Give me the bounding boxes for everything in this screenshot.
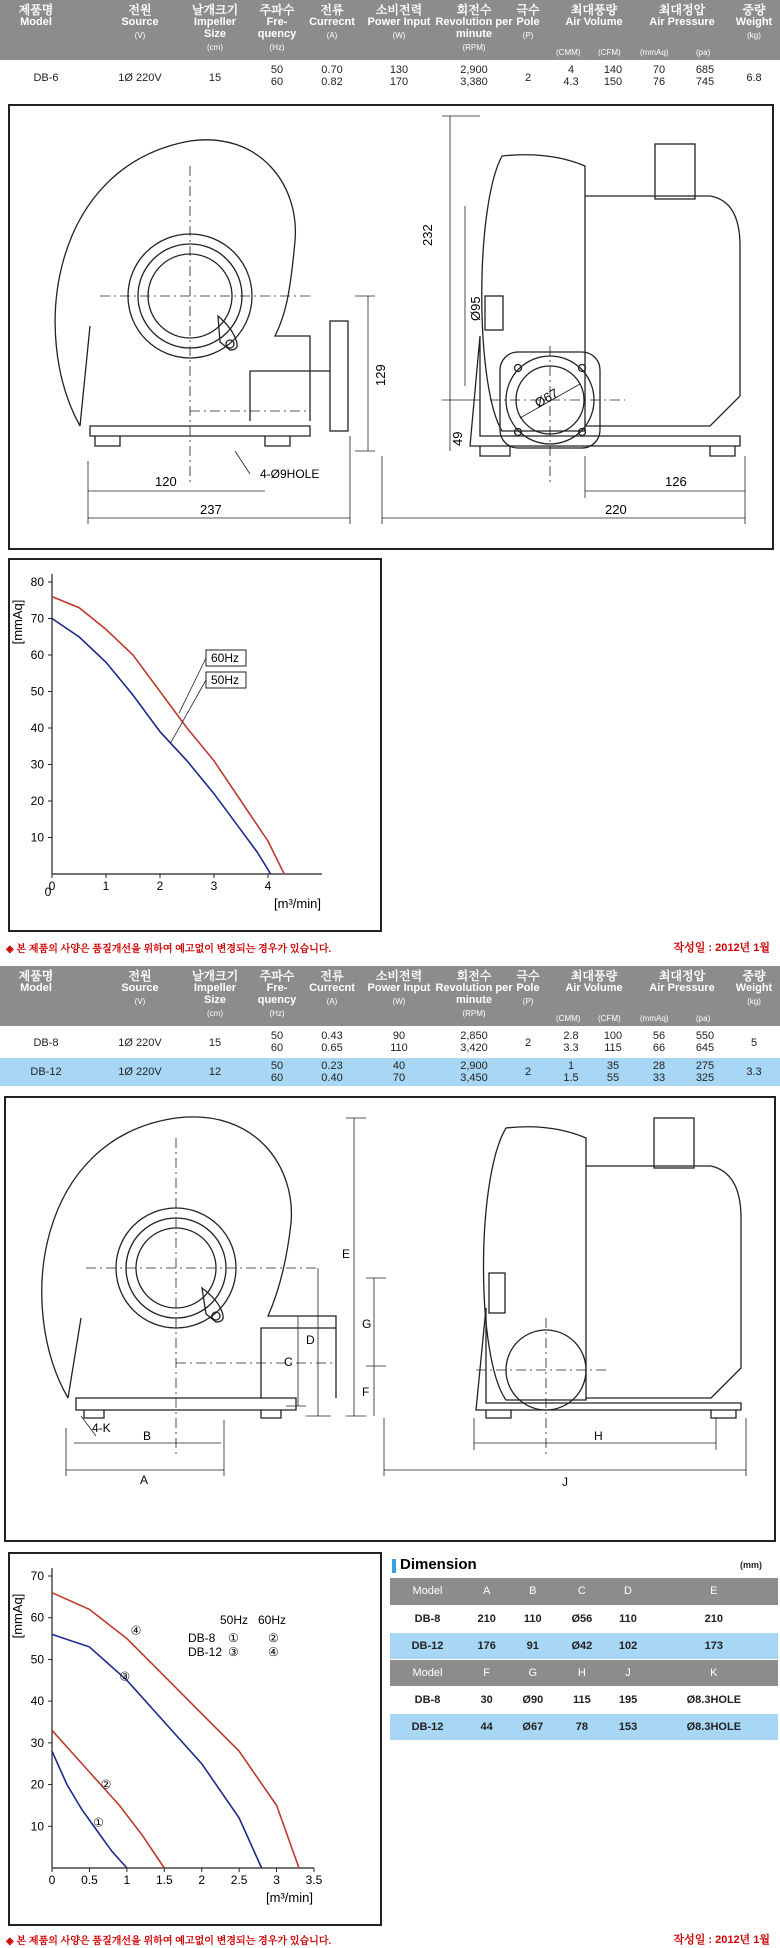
cell-freq: 50: [270, 1060, 284, 1072]
legend-leader: [179, 658, 206, 713]
cell-cfm: 35: [606, 1060, 620, 1072]
dim-header-row: [390, 1578, 778, 1605]
y-tick-label: 60: [30, 1610, 44, 1625]
x-tick-label: 1: [102, 879, 110, 893]
dim-cell: 210: [650, 1605, 778, 1632]
technical-drawing-2: [6, 1098, 774, 1540]
dim-cell: DB-8: [390, 1686, 465, 1713]
dim-220: 220: [605, 502, 627, 517]
cell-rpm: 2,850: [460, 1030, 488, 1042]
cell-rpm: 2,900: [460, 1060, 488, 1072]
series-marker-label: ①: [93, 1815, 104, 1830]
cell-cmm: 3.3: [563, 1042, 579, 1054]
cell-mmaq: 66: [652, 1042, 666, 1054]
col-rpm: 회전수 Revolution per minute (RPM): [435, 969, 513, 1018]
cell-pa: 685: [695, 64, 715, 76]
col-freq: 주파수 Fre- quency (Hz): [257, 3, 297, 52]
table-row: [0, 62, 780, 96]
cell-current: 0.70: [321, 64, 343, 76]
col-model: 제품명 Model: [18, 3, 54, 28]
cell-model: DB-8: [33, 1037, 59, 1049]
cell-freq: 50: [270, 1030, 284, 1042]
x-axis-label: [m³/min]: [274, 896, 321, 911]
unit-cmm: (CMM): [556, 48, 581, 57]
cell-rpm: 2,900: [460, 64, 488, 76]
y-tick-label: 30: [30, 757, 44, 772]
dim-cell: 44: [465, 1713, 508, 1740]
cell-current: 0.40: [321, 1072, 343, 1084]
cell-current: 0.43: [321, 1030, 343, 1042]
col-size: 날개크기 Impeller Size (cm): [191, 969, 239, 1018]
spec-table-header-1: [0, 0, 780, 60]
dim-cell: 176: [465, 1632, 508, 1659]
legend-label: 60Hz: [211, 651, 240, 665]
x-tick-label: 1: [123, 1873, 131, 1887]
date-text: 작성일 : 2012년 1월: [673, 1934, 770, 1946]
dim-cell: 30: [465, 1686, 508, 1713]
x-tick-label: 2: [198, 1873, 206, 1887]
cell-freq: 50: [270, 64, 284, 76]
y-axis-label: [mmAq]: [10, 599, 25, 645]
y-tick-label: 70: [30, 1569, 44, 1583]
cell-pa: 745: [695, 76, 715, 88]
dim-cell: Ø90: [508, 1686, 557, 1713]
performance-chart-2: [10, 1554, 380, 1924]
unit-mmaq: (mmAq): [640, 48, 669, 57]
cell-size: 15: [208, 72, 222, 84]
unit-mmaq: (mmAq): [640, 1014, 669, 1023]
y-tick-label: 80: [30, 575, 44, 589]
dim-label-k: 4-K: [92, 1421, 111, 1435]
dim-d67: Ø67: [532, 385, 561, 411]
cell-cfm: 55: [606, 1072, 620, 1084]
cell-power: 70: [392, 1072, 406, 1084]
col-weight: 중량 Weight (kg): [735, 3, 773, 40]
col-current: 전류 Currecnt (A): [309, 969, 355, 1006]
series-line-1: [52, 1751, 127, 1868]
col-air-pressure: 최대정압 Air Pressure: [649, 3, 715, 28]
dim-head-cell: C: [557, 1578, 606, 1605]
y-tick-label: 20: [30, 794, 44, 808]
cell-weight: 3.3: [746, 1066, 762, 1078]
dim-head-cell: Model: [390, 1578, 465, 1605]
dim-cell: 210: [465, 1605, 508, 1632]
dim-hole: 4-Ø9HOLE: [260, 467, 320, 481]
y-tick-label: 10: [30, 1819, 44, 1834]
chart-panel-1: [8, 558, 382, 932]
series-marker-label: ③: [119, 1669, 131, 1684]
col-power: 소비전력 Power Input (W): [367, 969, 431, 1006]
unit-pa: (pa): [696, 1014, 711, 1023]
cell-cfm: 100: [603, 1030, 623, 1042]
dim-129: 129: [373, 364, 388, 386]
dim-cell: 110: [606, 1605, 649, 1632]
date-text: 작성일 : 2012년 1월: [673, 942, 770, 954]
dim-49: 49: [450, 431, 465, 446]
dim-d95: Ø95: [468, 296, 483, 321]
legend-model: DB-8: [188, 1631, 216, 1645]
dim-cell: DB-12: [390, 1632, 465, 1659]
dim-head-cell: G: [508, 1659, 557, 1686]
dimension-title-bar: [392, 1559, 396, 1573]
dim-label-f: F: [362, 1385, 370, 1399]
cell-source: 1Ø 220V: [118, 1066, 162, 1078]
cell-cfm: 115: [604, 1042, 622, 1054]
unit-cmm: (CMM): [556, 1014, 581, 1023]
cell-pole: 2: [524, 1066, 532, 1078]
col-rpm: 회전수 Revolution per minute (RPM): [435, 3, 513, 52]
cell-power: 40: [392, 1060, 406, 1072]
table-row: [390, 1605, 778, 1632]
dim-cell: 173: [650, 1632, 778, 1659]
dim-head-cell: F: [465, 1659, 508, 1686]
cell-source: 1Ø 220V: [118, 1037, 162, 1049]
notice-text: ◈ 본 제품의 사양은 품질개선을 위하여 예고없이 변경되는 경우가 있습니다.: [6, 1936, 332, 1947]
y-axis-label: [mmAq]: [10, 1593, 25, 1639]
dim-head-cell: E: [650, 1578, 778, 1605]
dim-cell: 153: [606, 1713, 649, 1740]
cell-size: 15: [208, 1037, 222, 1049]
dim-cell: DB-8: [390, 1605, 465, 1632]
cell-rpm: 3,420: [460, 1042, 488, 1054]
cell-weight: 5: [750, 1037, 758, 1049]
col-pole: 극수 Pole (P): [516, 969, 540, 1006]
col-size: 날개크기 Impeller Size (cm): [191, 3, 239, 52]
cell-pole: 2: [524, 1037, 532, 1049]
dim-cell: 115: [557, 1686, 606, 1713]
cell-weight: 6.8: [746, 72, 762, 84]
dim-cell: 78: [557, 1713, 606, 1740]
cell-model: DB-6: [33, 72, 59, 84]
legend-header: 60Hz: [258, 1613, 287, 1627]
unit-cfm: (CFM): [598, 48, 621, 57]
cell-power: 90: [392, 1030, 406, 1042]
series-marker-label: ②: [100, 1777, 112, 1792]
dim-head-cell: A: [465, 1578, 508, 1605]
x-tick-label: 1.5: [155, 1873, 173, 1887]
x-axis-label: [m³/min]: [266, 1890, 313, 1905]
x-tick-label: 0: [44, 885, 52, 899]
dimension-table: [390, 1578, 778, 1741]
y-tick-label: 10: [30, 830, 44, 845]
dim-head-cell: Model: [390, 1659, 465, 1686]
cell-pa: 645: [695, 1042, 715, 1054]
cell-cmm: 1.5: [563, 1072, 579, 1084]
cell-power: 170: [389, 76, 409, 88]
cell-cmm: 1: [567, 1060, 575, 1072]
dimension-unit: (mm): [740, 1560, 762, 1570]
cell-mmaq: 56: [652, 1030, 666, 1042]
dim-cell: Ø67: [508, 1713, 557, 1740]
cell-current: 0.23: [321, 1060, 343, 1072]
dim-head-cell: H: [557, 1659, 606, 1686]
dim-head-cell: B: [508, 1578, 557, 1605]
legend-header: 50Hz: [220, 1613, 249, 1627]
cell-cmm: 4: [567, 64, 575, 76]
dim-head-cell: K: [650, 1659, 778, 1686]
cell-mmaq: 70: [652, 64, 666, 76]
dim-cell: 91: [508, 1632, 557, 1659]
dim-cell: DB-12: [390, 1713, 465, 1740]
chart-panel-2: [8, 1552, 382, 1926]
dim-label-a: A: [140, 1473, 149, 1487]
col-power: 소비전력 Power Input (W): [367, 3, 431, 40]
technical-drawing-1: [10, 106, 772, 548]
x-tick-label: 3: [273, 1873, 280, 1887]
dim-cell: 195: [606, 1686, 649, 1713]
legend-model: DB-12: [188, 1645, 223, 1659]
dim-cell: Ø8.3HOLE: [650, 1686, 778, 1713]
notice-text: ◈ 본 제품의 사양은 품질개선을 위하여 예고없이 변경되는 경우가 있습니다.: [6, 944, 332, 955]
cell-cfm: 140: [603, 64, 623, 76]
spec-table-header-2: [0, 966, 780, 1026]
col-current: 전류 Currecnt (A): [309, 3, 355, 40]
cell-source: 1Ø 220V: [118, 72, 162, 84]
dimension-title: Dimension: [400, 1556, 477, 1573]
dim-header-row: [390, 1659, 778, 1686]
x-tick-label: 2.5: [230, 1873, 248, 1887]
x-tick-label: 4: [264, 879, 272, 893]
cell-rpm: 3,450: [460, 1072, 488, 1084]
y-tick-label: 70: [30, 611, 44, 626]
dim-label-c: C: [284, 1355, 293, 1369]
table-row: [390, 1713, 778, 1740]
table-row: [390, 1632, 778, 1659]
cell-rpm: 3,380: [460, 76, 488, 88]
dim-cell: 110: [508, 1605, 557, 1632]
cell-pa: 325: [695, 1072, 715, 1084]
cell-power: 110: [390, 1042, 408, 1054]
cell-cfm: 150: [603, 76, 623, 88]
cell-freq: 60: [270, 76, 284, 88]
performance-chart-1: [10, 560, 380, 930]
table-row: [0, 1028, 780, 1058]
col-air-volume: 최대풍량 Air Volume: [565, 3, 623, 28]
dim-label-g: G: [362, 1317, 372, 1331]
col-air-volume: 최대풍량 Air Volume: [565, 969, 623, 994]
y-tick-label: 60: [30, 648, 44, 662]
dim-237: 237: [200, 502, 222, 517]
unit-cfm: (CFM): [598, 1014, 621, 1023]
cell-mmaq: 33: [652, 1072, 666, 1084]
drawing-db8-db12: [4, 1096, 776, 1542]
dim-cell: Ø8.3HOLE: [650, 1713, 778, 1740]
col-pole: 극수 Pole (P): [516, 3, 540, 40]
x-tick-label: 3.5: [305, 1873, 323, 1887]
legend-label: 50Hz: [211, 673, 240, 687]
table-row: [390, 1686, 778, 1713]
col-freq: 주파수 Fre- quency (Hz): [257, 969, 297, 1018]
dim-cell: Ø42: [557, 1632, 606, 1659]
y-tick-label: 40: [30, 721, 44, 735]
cell-pa: 275: [695, 1060, 715, 1072]
cell-pole: 2: [524, 72, 532, 84]
x-tick-label: 3: [210, 879, 218, 893]
y-tick-label: 40: [30, 1694, 44, 1709]
x-tick-label: 0.5: [81, 1873, 98, 1887]
cell-current: 0.65: [321, 1042, 343, 1054]
dim-label-d: D: [306, 1333, 315, 1347]
col-air-pressure: 최대정압 Air Pressure: [649, 969, 715, 994]
dim-label-h: H: [594, 1429, 603, 1443]
x-tick-label: 2: [156, 879, 164, 893]
y-tick-label: 50: [30, 684, 44, 699]
cell-mmaq: 76: [652, 76, 666, 88]
dim-cell: 102: [606, 1632, 649, 1659]
series-marker-label: ④: [130, 1623, 142, 1638]
x-tick-label: 0: [48, 879, 56, 893]
dim-head-cell: D: [606, 1578, 649, 1605]
cell-cmm: 2.8: [563, 1030, 579, 1042]
cell-size: 12: [208, 1066, 222, 1078]
cell-current: 0.82: [321, 76, 343, 88]
legend-marker: ②: [268, 1631, 279, 1645]
cell-mmaq: 28: [652, 1060, 666, 1072]
cell-model: DB-12: [30, 1066, 62, 1078]
cell-pa: 550: [695, 1030, 715, 1042]
legend-leader: [171, 680, 206, 743]
dim-126: 126: [665, 474, 687, 489]
cell-freq: 60: [270, 1042, 284, 1054]
y-tick-label: 20: [30, 1777, 44, 1792]
table-row: [0, 1058, 780, 1086]
col-model: 제품명 Model: [18, 969, 54, 994]
legend-marker: ④: [268, 1645, 279, 1659]
dim-232: 232: [420, 224, 435, 246]
col-source: 전원 Source (V): [121, 3, 159, 40]
cell-cmm: 4.3: [563, 76, 579, 88]
drawing-db6: [8, 104, 774, 550]
cell-freq: 60: [270, 1072, 284, 1084]
dim-cell: Ø56: [557, 1605, 606, 1632]
series-line-4: [52, 1593, 299, 1868]
col-weight: 중량 Weight (kg): [735, 969, 773, 1006]
dim-label-b: B: [143, 1429, 152, 1443]
unit-pa: (pa): [696, 48, 711, 57]
cell-power: 130: [389, 64, 409, 76]
legend-marker: ①: [228, 1631, 239, 1645]
dim-label-e: E: [342, 1247, 351, 1261]
dim-head-cell: J: [606, 1659, 649, 1686]
dim-120: 120: [155, 474, 177, 489]
series-line-1: [52, 597, 284, 874]
y-tick-label: 50: [30, 1652, 44, 1667]
legend-marker: ③: [228, 1645, 239, 1659]
y-tick-label: 30: [30, 1735, 44, 1750]
x-tick-label: 0: [48, 1873, 56, 1887]
dim-label-j: J: [562, 1475, 568, 1489]
col-source: 전원 Source (V): [121, 969, 159, 1006]
